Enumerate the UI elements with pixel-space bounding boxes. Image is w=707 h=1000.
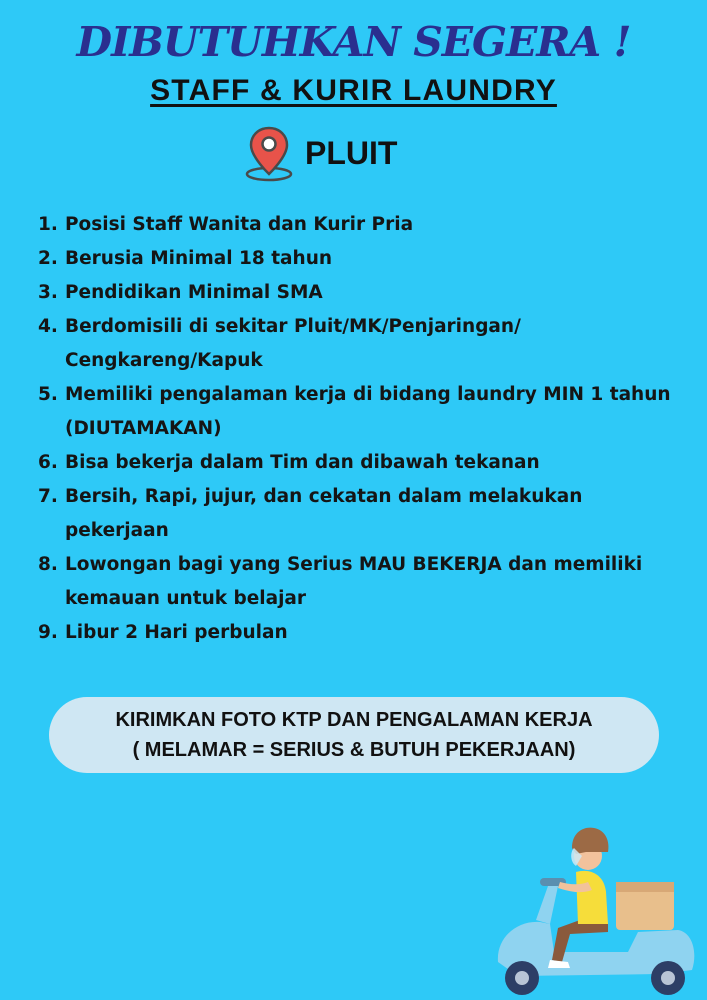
subheadline-wrap [0,74,707,108]
list-item-text: Berusia Minimal 18 tahun [65,248,333,269]
list-item [38,276,688,310]
list-item-text: Libur 2 Hari perbulan [65,622,288,643]
list-item [38,242,688,276]
list-item-text: Berdomisili di sekitar Pluit/MK/Penjaringan/ Cengkareng/Kapuk [65,316,521,371]
list-item-number: 3. [38,282,58,303]
list-item-number: 2. [38,248,58,269]
list-item-text: Pendidikan Minimal SMA [65,282,323,303]
list-item-text: Bersih, Rapi, jujur, dan cekatan dalam melakukan pekerjaan [65,486,583,541]
map-pin-icon [243,124,295,182]
list-item-number: 7. [38,486,58,507]
list-item [38,310,688,378]
cta-line-2: ( MELAMAR = SERIUS & BUTUH PEKERJAAN) [132,739,576,761]
requirements-list [38,208,688,650]
list-item [38,208,688,242]
location-text: PLUIT [305,134,398,171]
list-item-number: 5. [38,384,58,405]
list-item [38,616,688,650]
location [243,124,397,182]
delivery-scooter-illustration [478,812,700,998]
cta-line-1: KIRIMKAN FOTO KTP DAN PENGALAMAN KERJA [115,709,593,731]
list-item-number: 6. [38,452,58,473]
list-item-text: Bisa bekerja dalam Tim dan dibawah tekanan [65,452,540,473]
headline: DIBUTUHKAN SEGERA ! [76,18,631,66]
list-item [38,548,688,616]
list-item-number: 4. [38,316,58,337]
list-item [38,378,688,446]
list-item-number: 8. [38,554,58,575]
list-item-text: Lowongan bagi yang Serius MAU BEKERJA dan memiliki kemauan untuk belajar [65,554,643,609]
list-item-text: Memiliki pengalaman kerja di bidang laundry MIN 1 tahun (DIUTAMAKAN) [65,384,671,439]
list-item-text: Posisi Staff Wanita dan Kurir Pria [65,214,414,235]
list-item [38,446,688,480]
subheadline: STAFF & KURIR LAUNDRY [150,74,557,107]
list-item-number: 1. [38,214,58,235]
list-item-number: 9. [38,622,58,643]
call-to-action-banner [49,697,659,773]
list-item [38,480,688,548]
